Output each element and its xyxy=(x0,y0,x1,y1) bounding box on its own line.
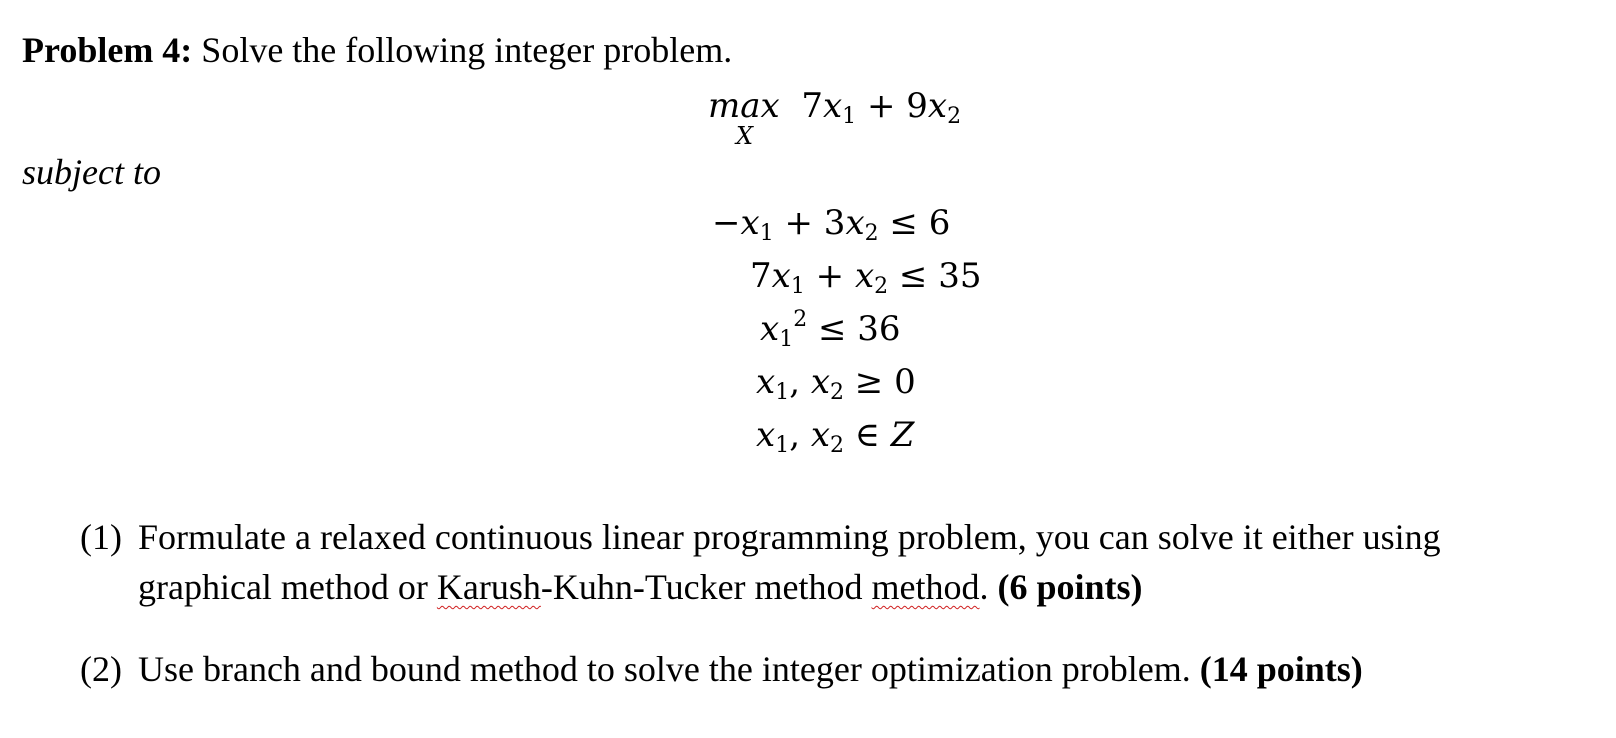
subject-to-label: subject to xyxy=(22,152,161,192)
max-operator: max X xyxy=(708,84,780,128)
task-2-number: (2) xyxy=(80,649,122,689)
task-1 xyxy=(80,512,1441,612)
task-2-points: (14 points) xyxy=(1199,649,1363,689)
problem-statement: Solve the following integer problem. xyxy=(192,30,733,70)
max-subscript-variable: X xyxy=(736,122,754,150)
task-1-line-1: Formulate a relaxed continuous linear programming problem, you can solve it either using xyxy=(138,517,1441,557)
constraint-integrality: $x_1$, $x_2$ ∈ Z xyxy=(756,415,915,458)
constraint-1: $-x_1 + 3x_2 \le 6$ xyxy=(712,203,951,246)
task-1-line-2: graphical method or Karush-Kuhn-Tucker method method. (6 points) xyxy=(138,567,1143,607)
objective-function: max X $7x_1 + 9x_2$ xyxy=(708,84,961,128)
task-2-text: Use branch and bound method to solve the integer optimization problem. xyxy=(138,649,1200,689)
repeated-word-flag: method xyxy=(871,567,980,607)
problem-heading xyxy=(22,28,732,72)
constraint-nonnegativity: $x_1$, $x_2 \ge 0$ xyxy=(756,362,916,405)
constraint-2: $7x_1 + x_2 \le 35$ xyxy=(750,256,982,299)
task-2 xyxy=(80,644,1363,694)
task-1-number: (1) xyxy=(80,517,122,557)
problem-label: Problem 4: xyxy=(22,30,193,70)
task-1-points: (6 points) xyxy=(997,567,1143,607)
constraint-3: $x_1^2 \le 36$ xyxy=(760,307,901,352)
spelling-flag-karush: Karush xyxy=(436,567,541,607)
